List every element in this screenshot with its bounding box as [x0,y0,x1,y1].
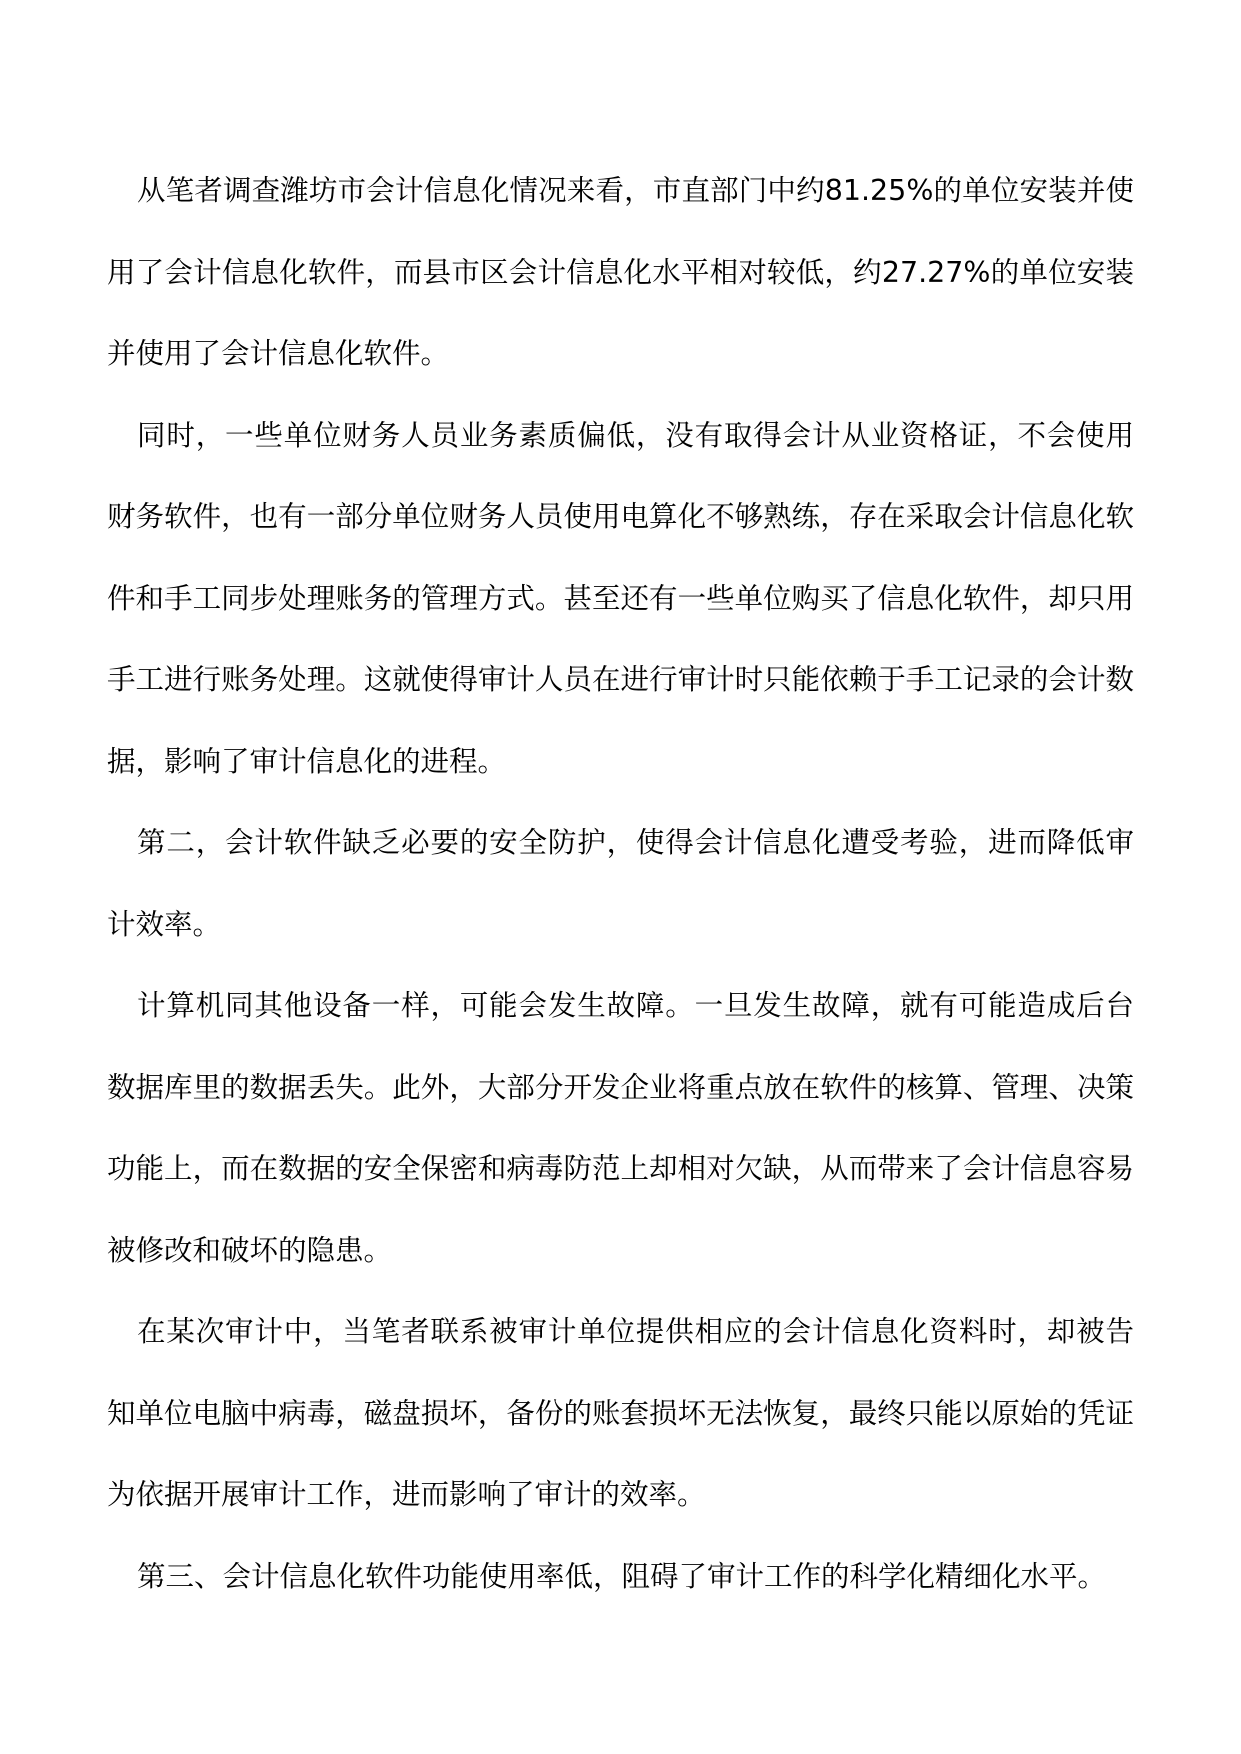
paragraph-4: 计算机同其他设备一样，可能会发生故障。一旦发生故障，就有可能造成后台数据库里的数据丢失。此外，大部分开发企业将重点放在软件的核算、管理、决策功能上，而在数据的安全保密和病毒防范上却相对欠缺，从而带来了会计信息容易被修改和破坏的隐患。 [107,989,1134,1267]
paragraph-1: 从笔者调查潍坊市会计信息化情况来看，市直部门中约81.25%的单位安装并使用了会计信息化软件，而县市区会计信息化水平相对较低，约27.27%的单位安装并使用了会计信息化软件。 [107,174,1134,370]
document-body [107,150,1134,1617]
paragraph-3: 第二，会计软件缺乏必要的安全防护，使得会计信息化遭受考验，进而降低审计效率。 [107,826,1134,941]
paragraph-2: 同时，一些单位财务人员业务素质偏低，没有取得会计从业资格证，不会使用财务软件，也有一部分单位财务人员使用电算化不够熟练，存在采取会计信息化软件和手工同步处理账务的管理方式。甚至还有一些单位购买了信息化软件，却只用手工进行账务处理。这就使得审计人员在进行审计时只能依赖于手工记录的会计数据，影响了审计信息化的进程。 [107,418,1134,778]
paragraph-6: 第三、会计信息化软件功能使用率低，阻碍了审计工作的科学化精细化水平。 [137,1559,1107,1593]
paragraph-5: 在某次审计中，当笔者联系被审计单位提供相应的会计信息化资料时，却被告知单位电脑中病毒，磁盘损坏，备份的账套损坏无法恢复，最终只能以原始的凭证为依据开展审计工作，进而影响了审计的效率。 [107,1315,1134,1511]
